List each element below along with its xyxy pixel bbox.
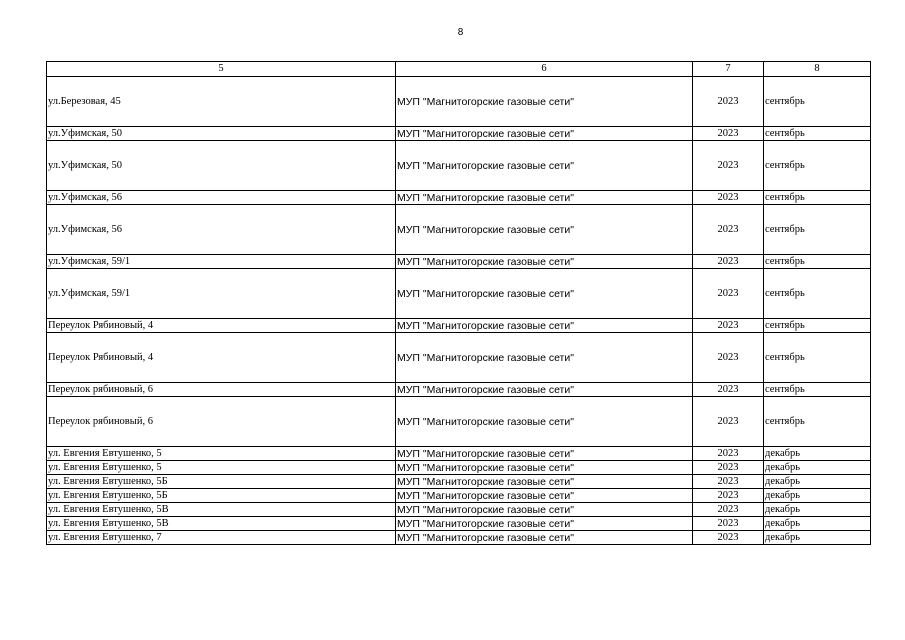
month-cell: декабрь [764,447,871,461]
address-cell: ул.Уфимская, 59/1 [47,255,396,269]
address-cell: ул.Уфимская, 50 [47,141,396,191]
table-row [47,383,871,397]
organization-cell: МУП "Магнитогорские газовые сети" [396,489,693,503]
address-cell: Переулок рябиновый, 6 [47,383,396,397]
year-cell: 2023 [693,141,764,191]
organization-cell: МУП "Магнитогорские газовые сети" [396,269,693,319]
table-row [47,461,871,475]
address-cell: ул. Евгения Евтушенко, 5В [47,503,396,517]
table-row [47,191,871,205]
address-cell: Переулок рябиновый, 6 [47,397,396,447]
table-row [47,269,871,319]
address-cell: ул.Уфимская, 56 [47,191,396,205]
month-cell: сентябрь [764,141,871,191]
year-cell: 2023 [693,77,764,127]
table-row [47,127,871,141]
table-row [47,333,871,383]
organization-cell: МУП "Магнитогорские газовые сети" [396,383,693,397]
address-cell: ул. Евгения Евтушенко, 5В [47,517,396,531]
year-cell: 2023 [693,503,764,517]
table-header [47,62,871,77]
month-cell: декабрь [764,531,871,545]
column-header: 8 [764,62,871,77]
column-header: 6 [396,62,693,77]
month-cell: сентябрь [764,77,871,127]
table-row [47,517,871,531]
address-cell: ул.Уфимская, 50 [47,127,396,141]
address-cell: ул. Евгения Евтушенко, 7 [47,531,396,545]
organization-cell: МУП "Магнитогорские газовые сети" [396,503,693,517]
month-cell: сентябрь [764,319,871,333]
year-cell: 2023 [693,489,764,503]
year-cell: 2023 [693,205,764,255]
organization-cell: МУП "Магнитогорские газовые сети" [396,333,693,383]
year-cell: 2023 [693,517,764,531]
column-header: 5 [47,62,396,77]
table-row [47,531,871,545]
organization-cell: МУП "Магнитогорские газовые сети" [396,447,693,461]
address-cell: ул.Березовая, 45 [47,77,396,127]
month-cell: сентябрь [764,333,871,383]
month-cell: сентябрь [764,269,871,319]
year-cell: 2023 [693,461,764,475]
address-cell: ул. Евгения Евтушенко, 5 [47,461,396,475]
address-cell: Переулок Рябиновый, 4 [47,333,396,383]
month-cell: декабрь [764,503,871,517]
year-cell: 2023 [693,127,764,141]
month-cell: сентябрь [764,255,871,269]
page-number: 8 [457,27,464,38]
year-cell: 2023 [693,333,764,383]
organization-cell: МУП "Магнитогорские газовые сети" [396,127,693,141]
table-row [47,475,871,489]
table-body [47,77,871,545]
address-cell: ул. Евгения Евтушенко, 5 [47,447,396,461]
address-cell: ул. Евгения Евтушенко, 5Б [47,475,396,489]
address-cell: ул. Евгения Евтушенко, 5Б [47,489,396,503]
month-cell: сентябрь [764,397,871,447]
organization-cell: МУП "Магнитогорские газовые сети" [396,319,693,333]
organization-cell: МУП "Магнитогорские газовые сети" [396,461,693,475]
address-cell: ул.Уфимская, 59/1 [47,269,396,319]
month-cell: декабрь [764,461,871,475]
address-cell: Переулок Рябиновый, 4 [47,319,396,333]
header-row [47,62,871,77]
table-row [47,503,871,517]
year-cell: 2023 [693,397,764,447]
organization-cell: МУП "Магнитогорские газовые сети" [396,191,693,205]
month-cell: сентябрь [764,383,871,397]
table-row [47,489,871,503]
table-row [47,205,871,255]
organization-cell: МУП "Магнитогорские газовые сети" [396,141,693,191]
organization-cell: МУП "Магнитогорские газовые сети" [396,255,693,269]
table-row [47,255,871,269]
month-cell: сентябрь [764,191,871,205]
organization-cell: МУП "Магнитогорские газовые сети" [396,205,693,255]
month-cell: сентябрь [764,205,871,255]
year-cell: 2023 [693,447,764,461]
table-row [47,141,871,191]
month-cell: сентябрь [764,127,871,141]
schedule-table [46,61,871,545]
table-row [47,397,871,447]
month-cell: декабрь [764,489,871,503]
year-cell: 2023 [693,531,764,545]
organization-cell: МУП "Магнитогорские газовые сети" [396,475,693,489]
organization-cell: МУП "Магнитогорские газовые сети" [396,531,693,545]
organization-cell: МУП "Магнитогорские газовые сети" [396,77,693,127]
year-cell: 2023 [693,269,764,319]
column-header: 7 [693,62,764,77]
year-cell: 2023 [693,319,764,333]
month-cell: декабрь [764,517,871,531]
year-cell: 2023 [693,475,764,489]
table-row [47,447,871,461]
address-cell: ул.Уфимская, 56 [47,205,396,255]
table-row [47,319,871,333]
organization-cell: МУП "Магнитогорские газовые сети" [396,397,693,447]
year-cell: 2023 [693,255,764,269]
year-cell: 2023 [693,383,764,397]
year-cell: 2023 [693,191,764,205]
month-cell: декабрь [764,475,871,489]
organization-cell: МУП "Магнитогорские газовые сети" [396,517,693,531]
table-row [47,77,871,127]
